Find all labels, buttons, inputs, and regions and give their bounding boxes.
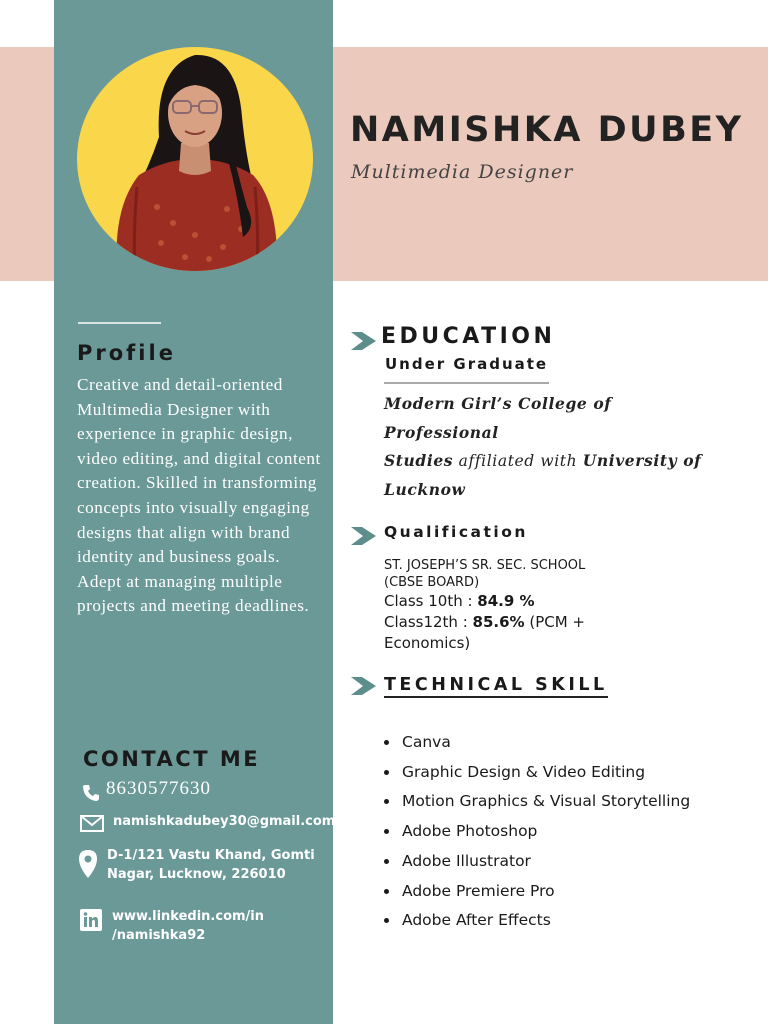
skill-item xyxy=(384,877,724,907)
education-subheading: Under Graduate xyxy=(385,355,549,373)
skill-label: Canva xyxy=(402,733,451,751)
heading-underline xyxy=(384,696,608,698)
contact-heading: CONTACT ME xyxy=(83,747,261,771)
school-name xyxy=(384,557,644,591)
candidate-title: Multimedia Designer xyxy=(351,161,574,183)
class12-suffix: (PCM + Economics) xyxy=(384,613,585,652)
skill-label: Graphic Design & Video Editing xyxy=(402,762,646,781)
email-link[interactable]: namishkadubey30@gmail.com xyxy=(113,814,336,829)
class10-grade xyxy=(384,591,644,612)
skill-item xyxy=(384,847,724,877)
candidate-name: NAMISHKA DUBEY xyxy=(350,110,744,150)
college-text xyxy=(384,390,734,504)
skill-label: Adobe Premiere Pro xyxy=(402,881,555,900)
skill-item xyxy=(384,817,724,847)
linkedin-line-2: /namishka92 xyxy=(112,928,206,943)
class12-value: 85.6% xyxy=(472,613,525,631)
qualification-heading: Qualification xyxy=(384,523,528,541)
skill-item xyxy=(384,906,724,936)
divider xyxy=(78,322,161,324)
envelope-icon xyxy=(80,815,104,832)
skill-label: Adobe Illustrator xyxy=(402,851,531,870)
phone-icon xyxy=(81,783,101,803)
school-line-2: (CBSE BOARD) xyxy=(384,575,480,590)
college-line-2: Professional xyxy=(384,422,499,442)
college-line-3b: affiliated with xyxy=(453,452,583,470)
school-line-1: ST. JOSEPH’S SR. SEC. SCHOOL xyxy=(384,558,586,573)
college-line-3a: Studies xyxy=(384,451,454,470)
profile-text: Creative and detail-oriented Multimedia Designer with experience in graphic design, video editing, and digital content creation. Skilled in transforming concepts into visually engaging designs that align with brand identity and business goals. Adept at managing multiple projects and meeting deadlines. xyxy=(77,375,321,616)
skill-item xyxy=(384,758,724,788)
skill-item xyxy=(384,728,724,758)
chevron-arrow-icon xyxy=(351,527,376,545)
bullet-icon xyxy=(384,918,389,923)
skill-label: Adobe Photoshop xyxy=(402,822,538,841)
location-pin-icon xyxy=(78,849,98,879)
chevron-arrow-icon xyxy=(351,677,376,695)
bullet-icon xyxy=(384,799,389,804)
education-heading: EDUCATION xyxy=(381,324,556,349)
bullet-icon xyxy=(384,889,389,894)
college-line-1: Modern Girl’s College of xyxy=(384,394,612,413)
profile-photo xyxy=(77,47,313,271)
linkedin-icon xyxy=(80,909,102,931)
bullet-icon xyxy=(384,829,389,834)
skill-label: Motion Graphics & Visual Storytelling xyxy=(402,792,691,811)
chevron-arrow-icon xyxy=(351,332,376,350)
phone-number[interactable]: 8630577630 xyxy=(106,778,211,799)
divider xyxy=(384,382,549,384)
bullet-icon xyxy=(384,740,389,745)
skill-list xyxy=(384,728,724,936)
technical-skill-heading: TECHNICAL SKILL xyxy=(384,675,608,695)
class12-label: Class12th : xyxy=(384,613,473,631)
skill-item xyxy=(384,787,724,817)
class10-label: Class 10th : xyxy=(384,592,478,610)
linkedin-line-1: www.linkedin.com/in xyxy=(112,909,265,924)
class10-value: 84.9 % xyxy=(477,592,535,610)
skill-label: Adobe After Effects xyxy=(402,911,551,930)
address-text: D-1/121 Vastu Khand, Gomti Nagar, Lucknow, 226010 xyxy=(107,848,315,882)
bullet-icon xyxy=(384,859,389,864)
college-line-3c: University of xyxy=(582,451,702,470)
profile-heading: Profile xyxy=(77,341,176,365)
bullet-icon xyxy=(384,770,389,775)
class12-grade xyxy=(384,612,644,654)
linkedin-link[interactable] xyxy=(112,907,322,945)
college-line-4: Lucknow xyxy=(384,479,466,499)
